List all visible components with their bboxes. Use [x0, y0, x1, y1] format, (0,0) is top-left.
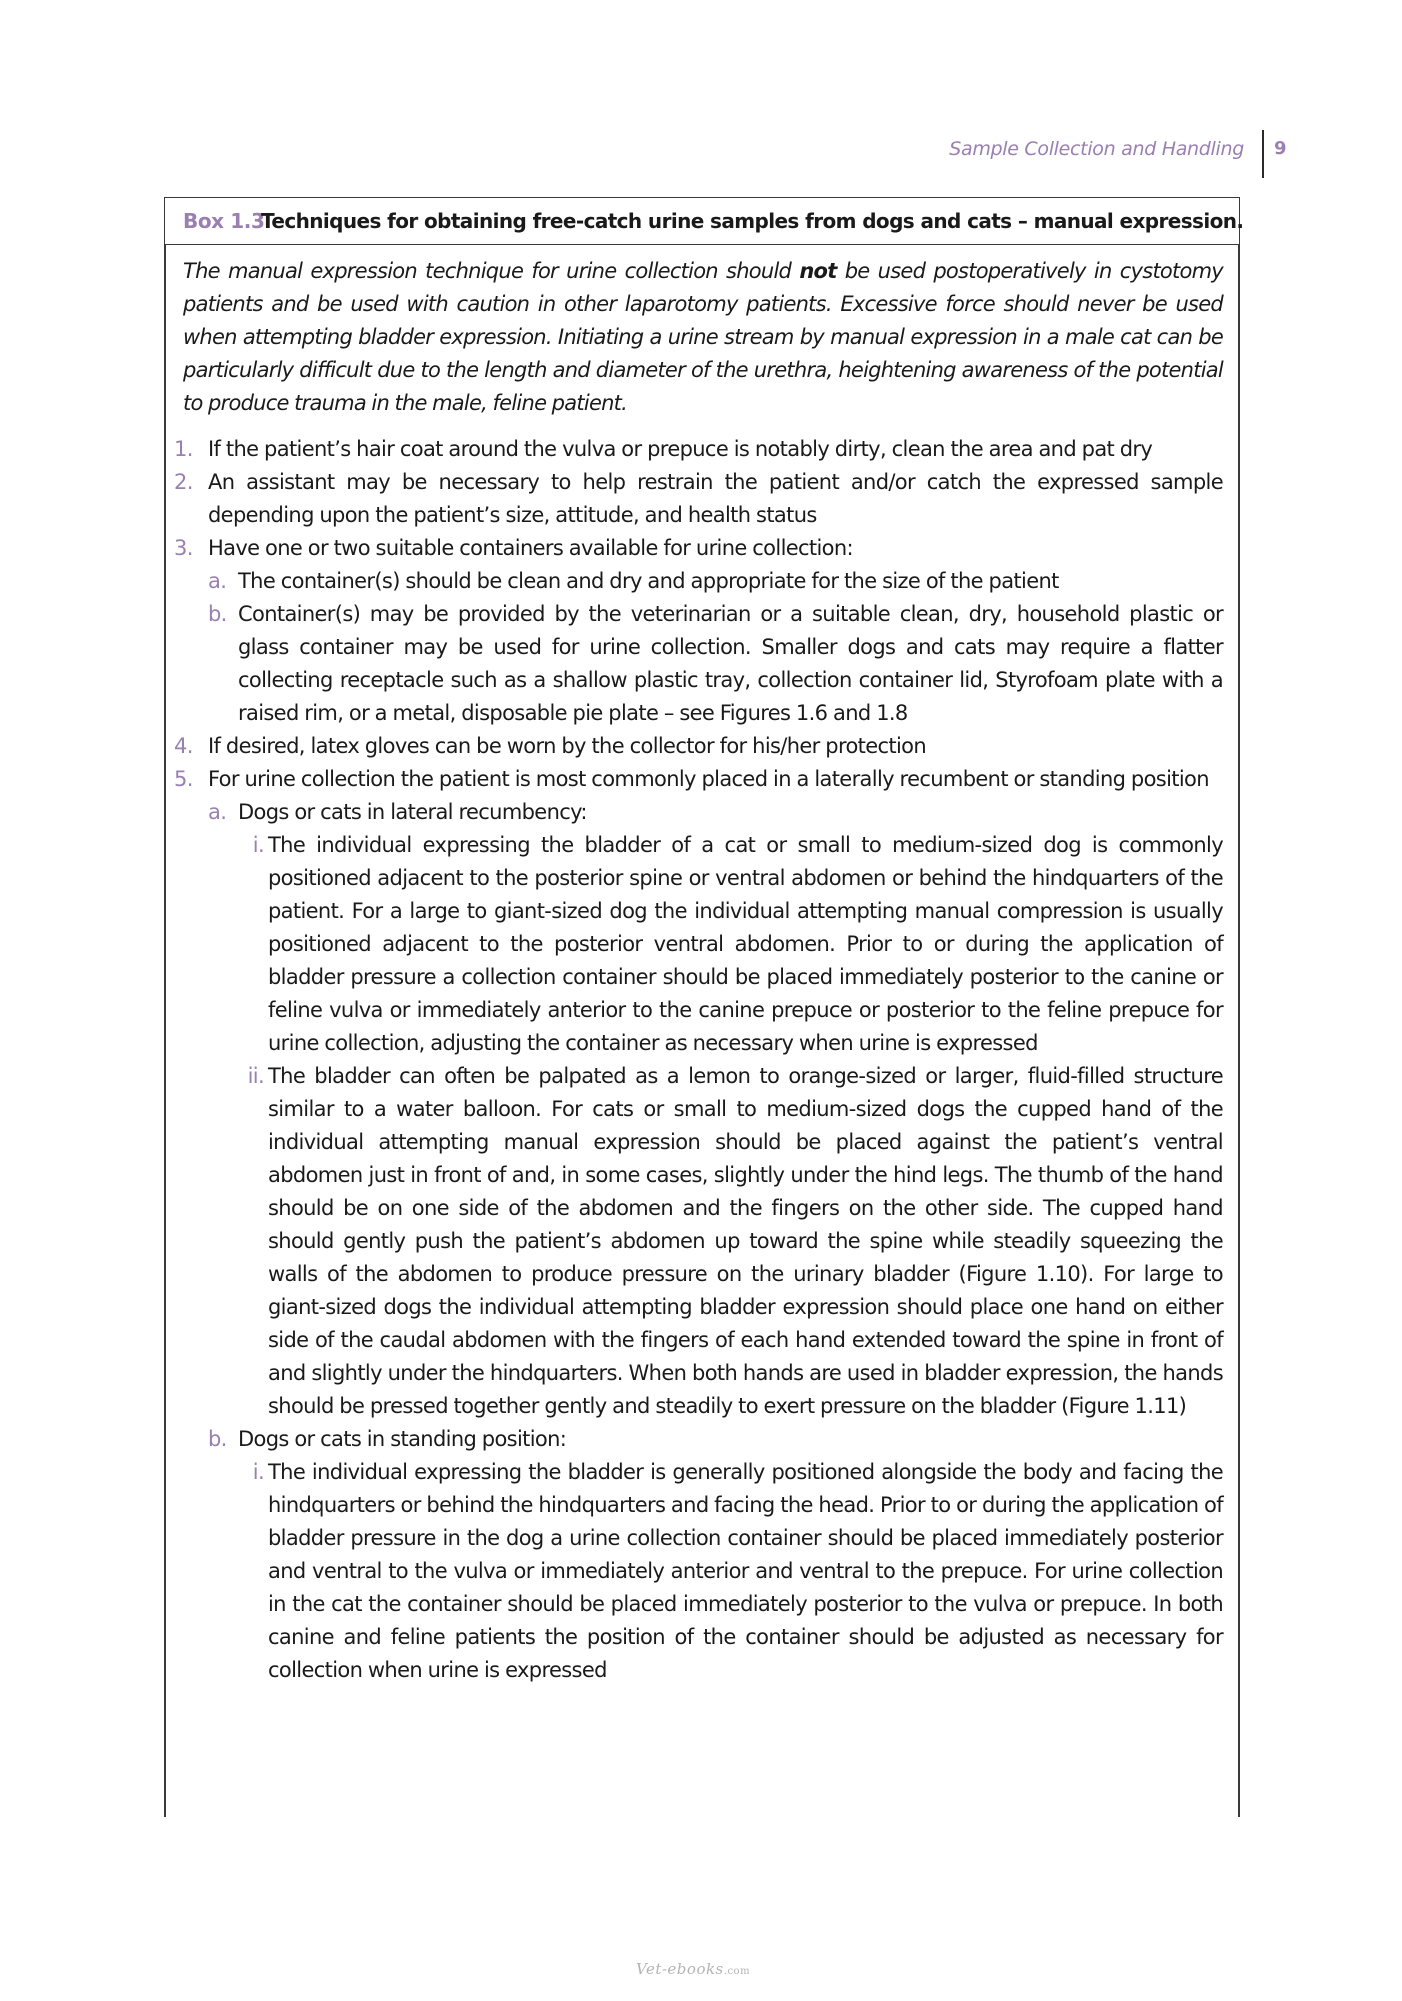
list-marker: 2.	[174, 470, 193, 494]
header-divider	[1262, 130, 1264, 178]
box-right-border	[1238, 245, 1240, 1817]
watermark-name: Vet-ebooks	[636, 1960, 724, 1978]
list-item	[183, 598, 1223, 730]
box-label: Box 1.3	[183, 209, 265, 233]
list-item	[183, 565, 1223, 598]
box-body	[174, 255, 1223, 1687]
list-item-text: If the patient’s hair coat around the vulva or prepuce is notably dirty, clean the area and pat dry	[208, 437, 1153, 461]
watermark-logo	[636, 1960, 750, 1978]
intro-text-end: be used postoperatively in cystotomy patients and be used with caution in other laparotomy patients. Excessive force should never be used when attempting bladder expression. Initiating a urine stream by manual expression in a male cat can be particularly difficult due to the length and diameter of the urethra, heightening awareness of the potential to produce trauma in the male, feline patient.	[183, 259, 1223, 415]
list-marker: a.	[208, 800, 227, 824]
list-item-text: The individual expressing the bladder of a cat or small to medium-sized dog is commonly positioned adjacent to the posterior spine or ventral abdomen or behind the hindquarters of the patient. For a large to giant-sized dog the individual attempting manual compression is usually positioned adjacent to the posterior ventral abdomen. Prior to or during the application of bladder pressure a collection container should be placed immediately posterior to the canine or feline vulva or immediately anterior to the canine prepuce or posterior to the feline prepuce for urine collection, adjusting the container as necessary when urine is expressed	[268, 833, 1223, 1055]
list-marker: 1.	[174, 437, 193, 461]
list-marker: 3.	[174, 536, 193, 560]
list-item-text: Container(s) may be provided by the veterinarian or a suitable clean, dry, household plastic or glass container may be used for urine collection. Smaller dogs and cats may require a flatter collecting receptacle such as a shallow plastic tray, collection container lid, Styrofoam plate with a raised rim, or a metal, disposable pie plate – see Figures 1.6 and 1.8	[238, 602, 1223, 725]
list-item	[174, 433, 1223, 466]
box-heading: Techniques for obtaining free-catch urine samples from dogs and cats – manual expression.	[261, 209, 1244, 233]
list-marker: a.	[208, 569, 227, 593]
list-marker: 4.	[174, 734, 193, 758]
list-item-text: The individual expressing the bladder is generally positioned alongside the body and facing the hindquarters or behind the hindquarters and facing the head. Prior to or during the application of bladder pressure in the dog a urine collection container should be placed immediately posterior and ventral to the vulva or immediately anterior and ventral to the prepuce. For urine collection in the cat the container should be placed immediately posterior to the vulva or prepuce. In both canine and feline patients the position of the container should be adjusted as necessary for collection when urine is expressed	[268, 1460, 1223, 1682]
list-marker: b.	[208, 602, 227, 626]
page-number: 9	[1274, 138, 1287, 159]
box-title-bar	[164, 197, 1244, 245]
list-item-text: If desired, latex gloves can be worn by the collector for his/her protection	[208, 734, 927, 758]
box-left-border	[164, 245, 166, 1817]
list-item-text: The container(s) should be clean and dry and appropriate for the size of the patient	[238, 569, 1059, 593]
intro-text-start: The manual expression technique for urine collection should	[183, 259, 800, 283]
list-item	[174, 763, 1223, 796]
intro-paragraph	[183, 255, 1223, 420]
list-marker: i.	[252, 833, 264, 857]
list-item	[183, 796, 1223, 829]
list-item	[174, 466, 1223, 532]
list-item-text: An assistant may be necessary to help restrain the patient and/or catch the expressed sample depending upon the patient’s size, attitude, and health status	[208, 470, 1223, 527]
list-item	[174, 532, 1223, 565]
list-item	[183, 1456, 1223, 1687]
running-title: Sample Collection and Handling	[949, 138, 1244, 160]
list-item-text: For urine collection the patient is most commonly placed in a laterally recumbent or standing position	[208, 767, 1209, 791]
list-marker: b.	[208, 1427, 227, 1451]
list-item-text: Dogs or cats in lateral recumbency:	[238, 800, 587, 824]
running-head	[0, 134, 1402, 174]
list-item	[174, 730, 1223, 763]
watermark-suffix: .com	[723, 1966, 751, 1977]
list-marker: i.	[252, 1460, 264, 1484]
list-item-text: The bladder can often be palpated as a lemon to orange-sized or larger, fluid-filled structure similar to a water balloon. For cats or small to medium-sized dogs the cupped hand of the individual attempting manual expression should be placed against the patient’s ventral abdomen just in front of and, in some cases, slightly under the hind legs. The thumb of the hand should be on one side of the abdomen and the fingers on the other side. The cupped hand should gently push the patient’s abdomen up toward the spine while steadily squeezing the walls of the abdomen to produce pressure on the urinary bladder (Figure 1.10). For large to giant-sized dogs the individual attempting bladder expression should place one hand on either side of the caudal abdomen with the fingers of each hand extended toward the spine in front of and slightly under the hindquarters. When both hands are used in bladder expression, the hands should be pressed together gently and steadily to exert pressure on the bladder (Figure 1.11)	[268, 1064, 1223, 1418]
list-item	[183, 1423, 1223, 1456]
list-item	[183, 829, 1223, 1060]
list-marker: 5.	[174, 767, 193, 791]
list-item-text: Dogs or cats in standing position:	[238, 1427, 567, 1451]
box-1-3	[164, 197, 1244, 1817]
list-marker: ii.	[247, 1064, 264, 1088]
intro-emphasis: not	[799, 259, 837, 283]
list-item	[183, 1060, 1223, 1423]
list-item-text: Have one or two suitable containers available for urine collection:	[208, 536, 853, 560]
steps-list	[174, 433, 1223, 1687]
